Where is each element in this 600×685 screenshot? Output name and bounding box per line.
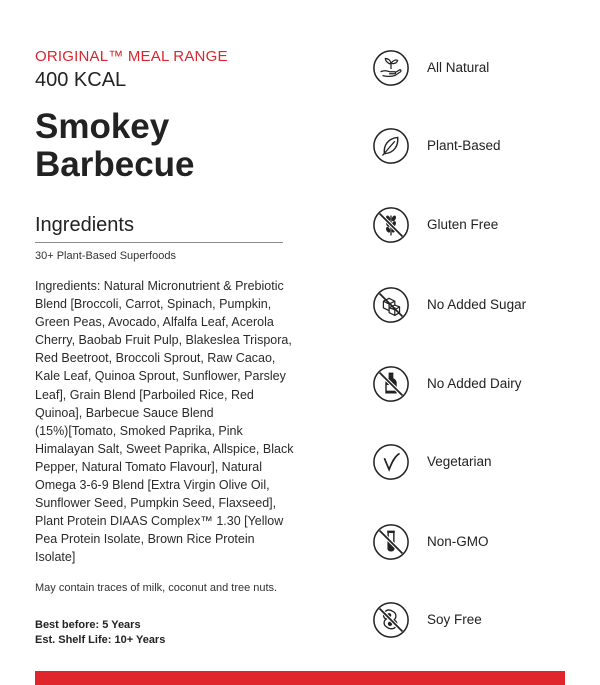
- feature-label: Soy Free: [427, 612, 482, 627]
- ingredients-line: Kale Leaf, Quinoa Sprout, Sunflower, Parsley: [35, 369, 286, 384]
- feature-all-natural: [372, 49, 592, 89]
- feature-vegetarian: [372, 443, 592, 483]
- vegetarian-v-icon: [372, 443, 410, 481]
- feature-plant-based: [372, 127, 592, 167]
- ingredients-line: Cherry, Baobab Fruit Pulp, Blakeslea Trispora,: [35, 333, 292, 348]
- shelf-life: Est. Shelf Life: 10+ Years: [35, 634, 166, 646]
- ingredients-line: Blend [Broccoli, Carrot, Spinach, Pumpkin,: [35, 297, 272, 312]
- ingredients-line: Omega 3-6-9 Blend [Extra Virgin Olive Oil,: [35, 478, 270, 493]
- ingredients-line: Green Peas, Avocado, Alfalfa Leaf, Acerola: [35, 315, 274, 330]
- feature-label: Plant-Based: [427, 138, 501, 153]
- no-milk-bottle-icon: [372, 365, 410, 403]
- feature-non-gmo: [372, 523, 592, 563]
- feature-label: Non-GMO: [427, 534, 489, 549]
- hand-plant-icon: [372, 49, 410, 87]
- accent-bar: [35, 671, 565, 685]
- feature-label: No Added Dairy: [427, 376, 522, 391]
- ingredients-divider: [35, 242, 283, 243]
- feature-label: Gluten Free: [427, 217, 499, 232]
- feature-no-added-sugar: [372, 286, 592, 326]
- best-before: Best before: 5 Years: [35, 619, 141, 631]
- ingredients-heading: Ingredients: [35, 214, 134, 236]
- ingredients-line: Ingredients: Natural Micronutrient & Prebiotic: [35, 279, 284, 293]
- ingredients-line: Sunflower Seed, Pumpkin Seed, Flaxseed],: [35, 496, 277, 511]
- no-wheat-icon: [372, 206, 410, 244]
- feature-label: Vegetarian: [427, 454, 492, 469]
- shelf-info: [35, 618, 165, 648]
- calorie-label: 400 KCAL: [35, 69, 127, 91]
- ingredients-line: Isolate]: [35, 550, 76, 565]
- no-test-tube-icon: [372, 523, 410, 561]
- ingredients-subtitle: 30+ Plant-Based Superfoods: [35, 250, 176, 262]
- ingredients-line: Himalayan Salt, Sweet Paprika, Allspice, Black: [35, 441, 294, 456]
- feature-no-added-dairy: [372, 365, 592, 405]
- ingredients-line: Pepper, Natural Tomato Flavour], Natural: [35, 459, 262, 474]
- feature-gluten-free: [372, 206, 592, 246]
- ingredients-line: Plant Protein DIAAS Complex™ 1.30 [Yellow: [35, 514, 284, 529]
- product-title: [35, 108, 335, 184]
- no-soy-icon: [372, 601, 410, 639]
- feature-soy-free: [372, 601, 592, 641]
- leaf-icon: [372, 127, 410, 165]
- allergen-notice: May contain traces of milk, coconut and tree nuts.: [35, 582, 278, 594]
- feature-label: All Natural: [427, 60, 490, 75]
- product-title-line-2: Barbecue: [35, 145, 195, 184]
- meal-range-label: ORIGINAL™ MEAL RANGE: [35, 48, 228, 65]
- feature-label: No Added Sugar: [427, 297, 527, 312]
- ingredients-line: Leaf], Grain Blend [Parboiled Rice, Red: [35, 387, 254, 402]
- no-sugar-cube-icon: [372, 286, 410, 324]
- ingredients-text: [35, 277, 300, 567]
- product-title-line-1: Smokey: [35, 107, 170, 146]
- ingredients-line: (15%)[Tomato, Smoked Paprika, Pink: [35, 423, 243, 438]
- ingredients-line: Red Beetroot, Broccoli Sprout, Raw Cacao,: [35, 351, 276, 366]
- ingredients-line: Quinoa], Barbecue Sauce Blend: [35, 405, 214, 420]
- ingredients-line: Pea Protein Isolate, Brown Rice Protein: [35, 532, 255, 547]
